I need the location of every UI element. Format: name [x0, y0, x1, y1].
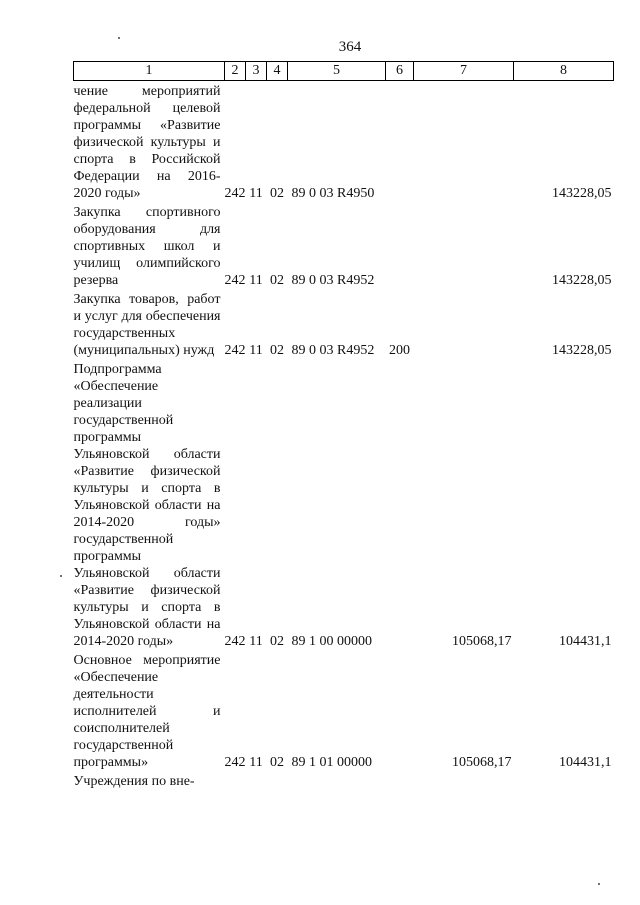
- cell-expense-type: [386, 81, 414, 203]
- cell-target-code: 89 0 03 R4952: [291, 273, 375, 288]
- col-header-4: 4: [267, 62, 288, 81]
- table-row: [74, 289, 614, 359]
- cell-amount-1: [414, 81, 514, 203]
- cell-section: 11: [249, 755, 263, 770]
- budget-table: [73, 61, 614, 790]
- cell-subsection: 02: [270, 634, 284, 649]
- cell-section: [246, 771, 267, 790]
- table-row: [74, 650, 614, 771]
- cell-expense-type: [386, 771, 414, 790]
- col-header-2: 2: [225, 62, 246, 81]
- col-header-1: 1: [74, 62, 225, 81]
- cell-subsection: 02: [270, 343, 284, 358]
- cell-admin-code: 242: [224, 755, 246, 770]
- cell-section: 11: [249, 273, 263, 288]
- cell-subsection: 02: [270, 273, 284, 288]
- cell-expense-type: [386, 202, 414, 289]
- col-header-3: 3: [246, 62, 267, 81]
- cell-target-code: 89 0 03 R4950: [291, 186, 375, 201]
- cell-amount-2: 104431,1: [559, 755, 612, 770]
- scan-speck: [60, 575, 62, 577]
- row-name: чение мероприятий федеральной целевой программы «Развитие физической культуры и спорта в Российской Федерации на 2016-2020 годы»: [73, 84, 221, 201]
- cell-section: 11: [249, 634, 263, 649]
- cell-amount-2: [514, 771, 614, 790]
- row-name: Закупка спортивного оборудования для спортивных школ и училищ олимпийского резерва: [73, 205, 221, 288]
- col-header-7: 7: [414, 62, 514, 81]
- cell-expense-type: [386, 359, 414, 650]
- cell-target-code: 89 0 03 R4952: [291, 343, 375, 358]
- row-name: Основное мероприятие «Обеспечение деятельности исполнителей и соисполнителей государственной программы»: [73, 653, 221, 770]
- cell-amount-2: 143228,05: [552, 273, 612, 288]
- scan-speck: [118, 37, 120, 39]
- scan-speck: [598, 883, 600, 885]
- cell-amount-1: [414, 202, 514, 289]
- table-row: [74, 202, 614, 289]
- row-name: Подпрограмма «Обеспечение реализации государственной программы Ульяновской области «Развитие физической культуры и спорта в Ульяновской области на 2014-2020 годы» государственной программы Ульяновской области «Развитие физической культуры и спорта в Ульяновской области на 2014-2020 годы»: [73, 362, 221, 649]
- cell-section: 11: [249, 343, 263, 358]
- cell-expense-type: [386, 650, 414, 771]
- cell-amount-2: 143228,05: [552, 343, 612, 358]
- col-header-5: 5: [288, 62, 386, 81]
- cell-amount-1: [414, 771, 514, 790]
- cell-amount-1: 105068,17: [452, 755, 512, 770]
- row-name: Учреждения по вне-: [73, 774, 195, 789]
- cell-admin-code: 242: [224, 634, 246, 649]
- col-header-6: 6: [386, 62, 414, 81]
- cell-subsection: 02: [270, 755, 284, 770]
- cell-section: 11: [249, 186, 263, 201]
- col-header-8: 8: [514, 62, 614, 81]
- header-row: [74, 62, 614, 81]
- cell-admin-code: 242: [224, 343, 246, 358]
- cell-amount-1: [414, 289, 514, 359]
- table-row: [74, 359, 614, 650]
- cell-expense-type: 200: [389, 343, 410, 358]
- cell-subsection: [267, 771, 288, 790]
- cell-amount-2: 143228,05: [552, 186, 612, 201]
- cell-amount-2: 104431,1: [559, 634, 612, 649]
- table-row: [74, 771, 614, 790]
- cell-target-code: [288, 771, 386, 790]
- table-row: [74, 81, 614, 203]
- cell-admin-code: 242: [224, 273, 246, 288]
- cell-subsection: 02: [270, 186, 284, 201]
- row-name: Закупка товаров, работ и услуг для обеспечения государственных (муниципальных) нужд: [73, 292, 221, 358]
- cell-target-code: 89 1 00 00000: [291, 634, 372, 649]
- page-number: 364: [338, 39, 362, 55]
- cell-target-code: 89 1 01 00000: [291, 755, 372, 770]
- cell-admin-code: 242: [224, 186, 246, 201]
- cell-amount-1: 105068,17: [452, 634, 512, 649]
- cell-admin-code: [225, 771, 246, 790]
